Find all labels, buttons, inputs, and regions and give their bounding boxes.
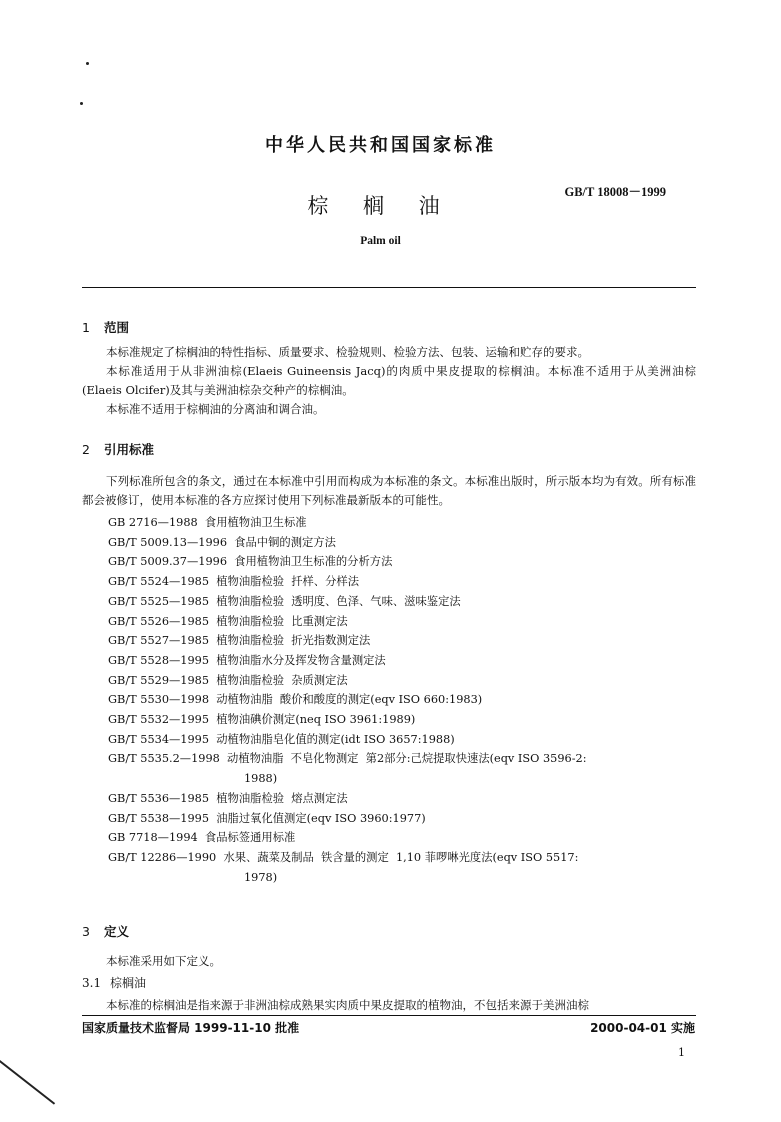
reference-code: GB/T 5534—1995 — [108, 732, 217, 746]
section-3-intro — [82, 952, 696, 971]
reference-title: 植物油脂水分及挥发物含量测定法 — [216, 653, 386, 667]
section-number: 1 — [82, 320, 90, 335]
reference-code: GB 7718—1994 — [108, 831, 205, 845]
reference-title: 植物油碘价测定(neq ISO 3961:1989) — [216, 713, 416, 727]
reference-item — [108, 690, 698, 710]
reference-code: GB/T 5526—1985 — [108, 614, 217, 628]
reference-code: GB/T 5524—1985 — [108, 575, 217, 589]
reference-code: GB/T 5009.37—1996 — [108, 555, 235, 569]
reference-item — [108, 828, 698, 848]
reference-code: GB/T 5527—1985 — [108, 634, 217, 648]
section-title: 范围 — [104, 320, 130, 335]
definition-heading — [82, 974, 146, 991]
reference-title: 植物油脂检验 透明度、色泽、气味、滋味鉴定法 — [216, 594, 461, 608]
section-2-intro — [82, 472, 696, 510]
reference-code: GB/T 5530—1998 — [108, 693, 217, 707]
reference-code: GB/T 5525—1985 — [108, 594, 217, 608]
reference-code: GB/T 5528—1995 — [108, 653, 217, 667]
reference-title: 植物油脂检验 比重测定法 — [216, 614, 348, 628]
section-number: 2 — [82, 442, 90, 457]
section-number: 3 — [82, 924, 90, 939]
reference-item — [108, 592, 698, 612]
reference-item — [108, 513, 698, 533]
standard-title-cn: 棕 榈 油 — [307, 194, 454, 218]
reference-item — [108, 533, 698, 553]
definition-term: 棕榈油 — [110, 976, 147, 990]
reference-item — [108, 809, 698, 829]
reference-title: 水果、蔬菜及制品 铁含量的测定 1,10 菲啰啉光度法(eqv ISO 5517: — [223, 850, 579, 864]
reference-title: 植物油脂检验 折光指数测定法 — [216, 634, 371, 648]
reference-title: 食用植物油卫生标准 — [204, 516, 307, 529]
reference-item — [108, 671, 698, 691]
standard-number: GB/T 18008－1999 — [564, 185, 666, 199]
reference-title: 动植物油脂皂化值的测定(idt ISO 3657:1988) — [216, 732, 455, 746]
section-1-heading — [82, 318, 129, 336]
reference-title: 食用植物油卫生标准的分析方法 — [234, 555, 393, 569]
section-1-body — [82, 343, 696, 419]
paragraph: 下列标准所包含的条文，通过在本标准中引用而构成为本标准的条文。本标准出版时，所示版本均为有效。所有标准都会被修订，使用本标准的各方应探讨使用下列标准最新版本的可能性。 — [82, 474, 696, 507]
reference-item — [108, 749, 698, 769]
reference-title: 植物油脂检验 杂质测定法 — [216, 673, 348, 687]
reference-code: GB/T 5535.2—1998 — [108, 752, 228, 766]
reference-title: 油脂过氧化值测定(eqv ISO 3960:1977) — [216, 811, 426, 825]
reference-item — [108, 631, 698, 651]
definition-number: 3.1 — [82, 976, 102, 990]
paragraph: 本标准采用如下定义。 — [106, 954, 221, 968]
reference-title-continuation: 1978) — [244, 870, 278, 884]
reference-code: GB/T 5529—1985 — [108, 673, 217, 687]
reference-code: GB/T 12286—1990 — [108, 850, 224, 864]
reference-item — [108, 710, 698, 730]
reference-title: 植物油脂检验 扦样、分样法 — [216, 575, 359, 589]
reference-code: GB/T 5009.13—1996 — [108, 535, 235, 549]
section-2-heading — [82, 440, 154, 458]
definition-text: 本标准的棕榈油是指来源于非洲油棕成熟果实肉质中果皮提取的植物油，不包括来源于美洲油棕 — [106, 998, 589, 1012]
section-3-heading — [82, 922, 129, 940]
reference-code: GB 2716—1988 — [108, 516, 205, 529]
reference-code: GB/T 5532—1995 — [108, 713, 217, 727]
paragraph: 本标准不适用于棕榈油的分离油和调合油。 — [106, 402, 325, 416]
reference-title: 动植物油脂 酸价和酸度的测定(eqv ISO 660:1983) — [216, 693, 483, 707]
reference-code: GB/T 5538—1995 — [108, 811, 217, 825]
standard-title-en: Palm oil — [360, 235, 401, 247]
reference-list — [108, 513, 698, 887]
reference-title: 食品中铜的测定方法 — [234, 535, 336, 549]
section-title: 定义 — [104, 924, 130, 939]
scan-artifact-line — [0, 1060, 55, 1104]
reference-title: 植物油脂检验 熔点测定法 — [216, 791, 348, 805]
paragraph: 本标准适用于从非洲油棕(Elaeis Guineensis Jacq)的肉质中果皮提取的棕榈油。本标准不适用于从美洲油棕(Elaeis Olcifer)及其与美洲油棕杂交种产的棕榈油。 — [82, 364, 696, 397]
reference-code: GB/T 5536—1985 — [108, 791, 217, 805]
national-standard-heading: 中华人民共和国国家标准 — [265, 135, 496, 156]
reference-title: 动植物油脂 不皂化物测定 第2部分:己烷提取快速法(eqv ISO 3596-2: — [227, 752, 587, 766]
reference-title: 食品标签通用标准 — [204, 831, 296, 845]
issuer-approval: 国家质量技术监督局 1999-11-10 批准 — [82, 1021, 300, 1035]
reference-item — [108, 612, 698, 632]
reference-item — [108, 651, 698, 671]
reference-item — [108, 552, 698, 572]
reference-item — [108, 789, 698, 809]
footer-rule — [82, 1015, 696, 1016]
reference-item — [108, 848, 698, 868]
scan-mark — [80, 102, 83, 105]
reference-item — [108, 730, 698, 750]
section-title: 引用标准 — [104, 442, 155, 457]
reference-item — [108, 572, 698, 592]
paragraph: 本标准规定了棕榈油的特性指标、质量要求、检验规则、检验方法、包装、运输和贮存的要求。 — [106, 345, 589, 359]
header-rule — [82, 287, 696, 288]
implementation-date: 2000-04-01 实施 — [590, 1021, 695, 1035]
reference-title-continuation: 1988) — [244, 772, 278, 786]
scan-mark — [86, 62, 89, 65]
page-number: 1 — [678, 1046, 685, 1059]
